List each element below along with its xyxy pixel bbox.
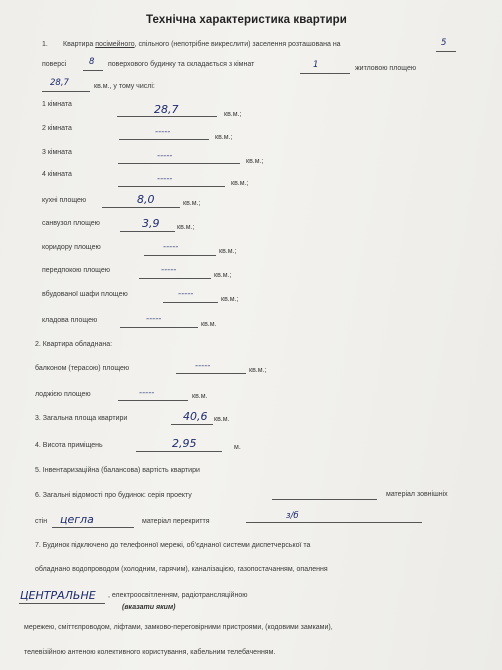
inventory-value-label: 5. Інвентаризаційна (балансова) вартість квартири <box>35 467 200 474</box>
apartment-type-selected: посімейного <box>95 41 135 48</box>
hallway-label: передпокою площею <box>42 267 110 274</box>
bathroom-value: 3,9 <box>142 217 160 230</box>
living-area-unit: кв.м., у тому числі: <box>94 83 155 90</box>
corridor-label: коридору площею <box>42 244 101 251</box>
kitchen-line <box>102 207 180 208</box>
floor-material-value: з/б <box>286 511 299 521</box>
balcony-unit: кв.м.; <box>249 367 267 374</box>
pantry-value: ----- <box>146 314 162 324</box>
room-3-value: ----- <box>157 151 173 161</box>
ceiling-height-label: 4. Висота приміщень <box>35 442 103 449</box>
hallway-value: ----- <box>161 265 177 275</box>
room-4-unit: кв.м.; <box>231 180 249 187</box>
hallway-unit: кв.м.; <box>214 272 232 279</box>
building-series-line <box>272 499 377 500</box>
loggia-line <box>118 400 188 401</box>
floor-value: 5 <box>441 38 447 48</box>
utilities-line-1: 7. Будинок підключено до телефонної мережі, об’єднаної системи диспетчерської та <box>35 542 311 549</box>
loggia-unit: кв.м. <box>192 393 208 400</box>
room-4-label: 4 кімната <box>42 171 72 178</box>
room-2-line <box>119 139 209 140</box>
floor-material-label: матеріал перекриття <box>142 518 210 525</box>
room-1-line <box>117 116 217 117</box>
utilities-line-5: телевізійною антеною колективного користування, кабельним телебаченням. <box>24 649 276 656</box>
apartment-text: Квартира <box>63 41 96 48</box>
room-3-unit: кв.м.; <box>246 158 264 165</box>
rooms-value: 1 <box>313 60 319 70</box>
walls-label: стін <box>35 518 48 525</box>
room-2-unit: кв.м.; <box>215 134 233 141</box>
room-1-label: 1 кімната <box>42 101 72 108</box>
loggia-label: лоджією площею <box>35 391 91 398</box>
heating-line <box>19 603 105 604</box>
wardrobe-line <box>163 302 218 303</box>
apartment-type-rest: , спільного (непотрібне викреслити) заселення розташована на <box>134 41 341 48</box>
corridor-value: ----- <box>163 242 179 252</box>
room-1-value: 28,7 <box>154 103 179 116</box>
balcony-value: ----- <box>195 361 211 371</box>
wardrobe-unit: кв.м.; <box>221 296 239 303</box>
utilities-line-3: , електроосвітленням, радіотрансляційною <box>108 592 248 599</box>
heating-value: ЦЕНТРАЛЬНЕ <box>20 589 96 602</box>
room-1-unit: кв.м.; <box>224 111 242 118</box>
balcony-label: балконом (терасою) площею <box>35 365 130 372</box>
heating-hint: (вказати яким) <box>122 604 176 611</box>
pantry-label: кладова площею <box>42 317 98 324</box>
floors-total-line <box>83 70 103 71</box>
section-1-number: 1. <box>42 41 48 48</box>
walls-value: цегла <box>60 513 94 526</box>
section-2-heading: 2. Квартира обладнана: <box>35 341 113 348</box>
total-area-unit: кв.м. <box>214 416 230 423</box>
room-3-line <box>118 163 240 164</box>
bathroom-label: санвузол площею <box>42 220 100 227</box>
ceiling-height-value: 2,95 <box>172 437 197 450</box>
pantry-unit: кв.м. <box>201 321 217 328</box>
ceiling-height-unit: м. <box>234 444 241 451</box>
ceiling-height-line <box>136 451 222 452</box>
kitchen-label: кухні площею <box>42 197 87 204</box>
loggia-value: ----- <box>139 388 155 398</box>
total-area-line <box>171 424 213 425</box>
total-area-value: 40,6 <box>183 410 208 423</box>
floors-total-value: 8 <box>89 57 95 67</box>
living-area-value: 28,7 <box>50 78 69 88</box>
room-2-value: ----- <box>155 127 171 137</box>
wardrobe-value: ----- <box>178 289 194 299</box>
corridor-unit: кв.м.; <box>219 248 237 255</box>
utilities-line-2: обладнано водопроводом (холодним, гарячим), каналізацією, газопостачанням, опалення <box>35 566 328 573</box>
pantry-line <box>120 327 198 328</box>
room-4-line <box>118 186 225 187</box>
hallway-line <box>139 278 211 279</box>
walls-line <box>52 527 134 528</box>
room-4-value: ----- <box>157 174 173 184</box>
rooms-text: поверхового будинку та складається з кімнат <box>108 61 255 68</box>
document-title: Технічна характеристика квартири <box>146 14 347 26</box>
exterior-material-label: матеріал зовнішніх <box>386 491 448 498</box>
total-area-label: 3. Загальна площа квартири <box>35 415 128 422</box>
room-2-label: 2 кімната <box>42 125 72 132</box>
floor-label: поверсі <box>42 61 67 68</box>
wardrobe-label: вбудованої шафи площею <box>42 291 128 298</box>
kitchen-value: 8,0 <box>137 193 155 206</box>
apartment-type-line <box>63 41 341 48</box>
building-series-label: 6. Загальні відомості про будинок: серія проекту <box>35 492 192 499</box>
floor-line <box>436 51 456 52</box>
room-3-label: 3 кімната <box>42 149 72 156</box>
bathroom-line <box>120 231 175 232</box>
living-area-line <box>42 91 90 92</box>
kitchen-unit: кв.м.; <box>183 200 201 207</box>
bathroom-unit: кв.м.; <box>177 224 195 231</box>
floor-material-line <box>246 522 422 523</box>
balcony-line <box>176 373 246 374</box>
utilities-line-4: мережею, сміттєпроводом, ліфтами, замково-переговірними пристроями, (кодовими замками), <box>24 624 333 631</box>
living-area-text: житловою площею <box>355 65 417 72</box>
corridor-line <box>144 255 216 256</box>
rooms-line <box>300 73 350 74</box>
